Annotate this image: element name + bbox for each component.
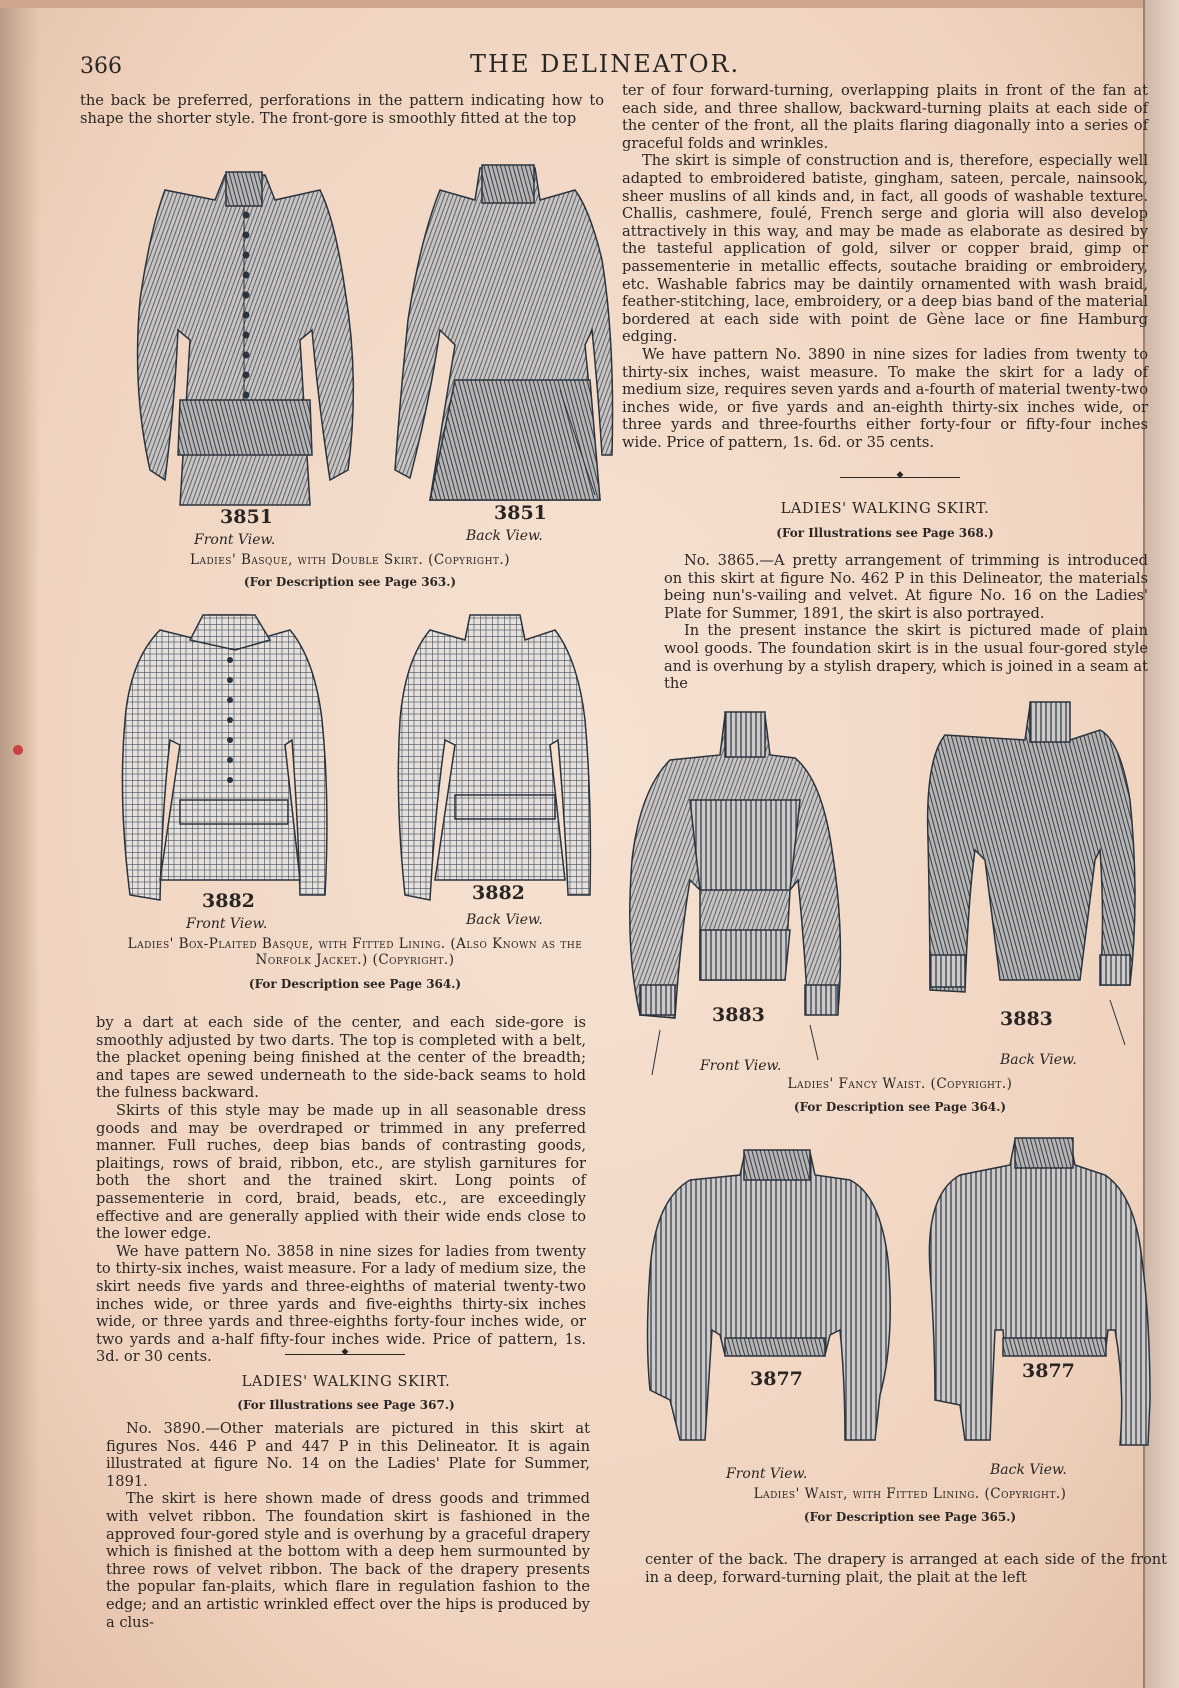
figure-number: 3851: [220, 506, 273, 528]
ornament-rule: [285, 1354, 405, 1355]
paragraph: The skirt is here shown made of dress goods and trimmed with velvet ribbon. The foundation skirt is fashioned in the approved four-gored style and is overhung by a graceful drapery which is finished at the bottom with a deep hem surmounted by three rows of velvet ribbon. The back of the drapery presents the popular fan-plaits, which flare in regulation fashion to the edge; and an artistic wrinkled effect over the hips is produced by a clus-: [106, 1490, 590, 1631]
left-section-text: [106, 1420, 590, 1631]
waist-3877-back-engraving: [929, 1138, 1150, 1445]
figure-description-ref: (For Description see Page 365.): [803, 1510, 1017, 1524]
paragraph: No. 3865.—A pretty arrangement of trimming is introduced on this skirt at figure No. 462 P in this Delineator, the materials being nun's-vailing and velvet. At figure No. 16 on the Ladies' Plate for Summer, 1891, the skirt is also portrayed.: [664, 552, 1148, 622]
figure-caption: Ladies' Waist, with Fitted Lining. (Copyright.): [753, 1486, 1067, 1502]
left-top-text: the back be preferred, perforations in the pattern indicating how to shape the shorter style. The front-gore is smoothly fitted at the top: [80, 92, 604, 127]
basque-3882-front-engraving: [122, 615, 327, 900]
paragraph: We have pattern No. 3858 in nine sizes for ladies from twenty to thirty-six inches, waist measure. For a lady of medium size, the skirt needs five yards and three-eighths of material twenty-two inches wide, or three yards and five-eighths thirty-six inches wide, or three yards and three-eighths forty-four inches wide, or two yards and a-half fifty-four inches wide. Price of pattern, 1s. 3d. or 30 cents.: [96, 1242, 586, 1366]
back-view-label: Back View.: [466, 528, 543, 544]
figure-number: 3851: [494, 502, 547, 524]
paragraph: Skirts of this style may be made up in all seasonable dress goods and may be overdraped or trimmed in any preferred manner. Full ruches, deep bias bands of contrasting goods, plaitings, rows of braid, ribbon, etc., are stylish garnitures for both the short and the trained skirt. Long points of passementerie in cord, braid, beads, etc., are exceedingly effective and are generally applied with their wide ends close to the lower edge.: [96, 1101, 586, 1243]
figure-caption: Ladies' Box-Plaited Basque, with Fitted Lining. (Also Known as the Norfolk Jacket.) (Copyright.): [127, 936, 583, 968]
back-view-label: Back View.: [466, 912, 543, 928]
right-bottom-text: center of the back. The drapery is arranged at each side of the front in a deep, forward-turning plait, the plait at the left: [645, 1551, 1167, 1586]
paragraph: In the present instance the skirt is pictured made of plain wool goods. The foundation skirt is in the usual four-gored style and is overhung by a stylish drapery, which is joined in a seam at the: [664, 622, 1148, 693]
basque-3851-back-engraving: [395, 165, 613, 500]
section-subheading: (For Illustrations see Page 368.): [776, 526, 994, 540]
paragraph: We have pattern No. 3890 in nine sizes for ladies from twenty to thirty-six inches, waist measure. To make the skirt for a lady of medium size, requires seven yards and a-fourth of material twenty-two inches wide, or five yards and an-eighth thirty-six inches wide, or three yards and three-fourths either forty-four or fifty-four inches wide. Price of pattern, 1s. 6d. or 35 cents.: [622, 345, 1148, 451]
figure-description-ref: (For Description see Page 363.): [243, 575, 457, 589]
front-view-label: Front View.: [194, 532, 276, 548]
figure-description-ref: (For Description see Page 364.): [248, 977, 462, 991]
left-middle-text: [96, 1014, 586, 1366]
paragraph: No. 3890.—Other materials are pictured in this skirt at figures Nos. 446 P and 447 P in this Delineator. It is again illustrated at figure No. 14 on the Ladies' Plate for Summer, 1891.: [106, 1420, 590, 1490]
section-heading: LADIES' WALKING SKIRT.: [780, 501, 990, 517]
back-view-label: Back View.: [990, 1462, 1067, 1478]
basque-3882-back-engraving: [398, 615, 590, 900]
waist-3877-front-engraving: [648, 1150, 891, 1440]
section-subheading: (For Illustrations see Page 367.): [237, 1398, 455, 1412]
basque-3851-front-engraving: [138, 172, 354, 505]
figure-description-ref: (For Description see Page 364.): [793, 1100, 1007, 1114]
front-view-label: Front View.: [186, 916, 268, 932]
figure-number: 3883: [712, 1004, 765, 1026]
paragraph: by a dart at each side of the center, and each side-gore is smoothly adjusted by two darts. The top is completed with a belt, the placket opening being finished at the center of the breadth; and tapes are sewed underneath to the side-back seams to hold the fulness backward.: [96, 1014, 586, 1102]
running-head: THE DELINEATOR.: [470, 50, 741, 78]
paragraph: ter of four forward-turning, overlapping plaits in front of the fan at each side, and three shallow, backward-turning plaits at each side of the center of the front, all the plaits flaring diagonally into a series of graceful folds and wrinkles.: [622, 82, 1148, 152]
figure-caption: Ladies' Basque, with Double Skirt. (Copyright.): [190, 552, 510, 568]
section-heading: LADIES' WALKING SKIRT.: [241, 1374, 451, 1390]
figure-number: 3877: [750, 1368, 803, 1390]
front-view-label: Front View.: [726, 1466, 808, 1482]
red-ink-mark: [13, 745, 23, 755]
waist-3883-back-engraving: [928, 702, 1135, 1045]
paragraph: The skirt is simple of construction and is, therefore, especially well adapted to embroidered batiste, gingham, sateen, percale, nainsook, sheer muslins of all kinds and, in fact, all goods of washable texture. Challis, cashmere, foulé, French serge and gloria will also develop attractively in this way, and may be made as elaborate as desired by the tasteful application of gold, silver or copper braid, gimp or passementerie in metallic effects, soutache braiding or embroidery, etc. Washable fabrics may be daintily ornamented with wash braid, feather-stitching, lace, embroidery, or a deep bias band of the material bordered at each side with point de Gène lace or fine Hamburg edging.: [622, 152, 1148, 346]
front-view-label: Front View.: [700, 1058, 782, 1074]
figure-number: 3877: [1022, 1360, 1075, 1382]
figure-number: 3882: [472, 882, 525, 904]
page-number: 366: [80, 54, 122, 79]
figure-caption: Ladies' Fancy Waist. (Copyright.): [787, 1076, 1013, 1092]
figure-number: 3882: [202, 890, 255, 912]
figure-number: 3883: [1000, 1008, 1053, 1030]
back-view-label: Back View.: [1000, 1052, 1077, 1068]
